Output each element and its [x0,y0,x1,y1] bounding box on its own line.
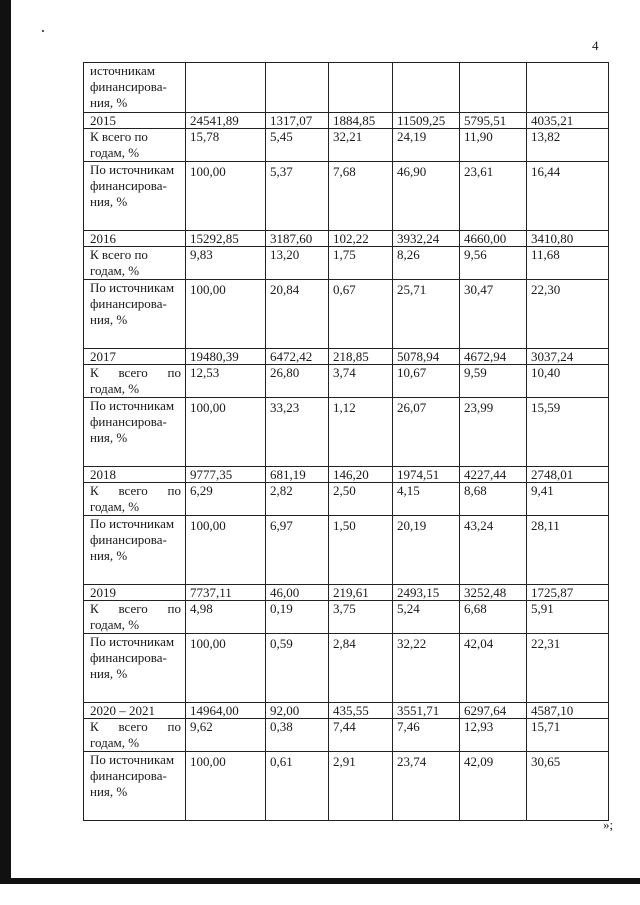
row-label: 2017 [84,349,186,365]
table-cell [527,63,609,113]
table-cell: 3,75 [329,601,393,634]
table-cell: 10,67 [393,365,460,398]
table-cell: 42,09 [460,752,527,821]
table-row [84,752,609,821]
table-cell: 435,55 [329,703,393,719]
table-cell: 1,75 [329,247,393,280]
table-cell: 100,00 [186,516,266,585]
table-row [84,483,609,516]
table-cell: 2493,15 [393,585,460,601]
table-cell: 30,47 [460,280,527,349]
row-label: К всего по годам, % [84,129,186,162]
table-cell: 24541,89 [186,113,266,129]
table-row [84,113,609,129]
table-cell: 15,78 [186,129,266,162]
row-label: По источникам финансирова- ния, % [84,280,186,349]
table-cell: 6,68 [460,601,527,634]
table-cell: 4587,10 [527,703,609,719]
table-cell: 26,07 [393,398,460,467]
row-label: источникам финансирова- ния, % [84,63,186,113]
table-cell: 9,41 [527,483,609,516]
row-label: К всего по годам, % [84,365,186,398]
table-cell: 0,38 [266,719,329,752]
table-cell: 1,50 [329,516,393,585]
table-cell: 219,61 [329,585,393,601]
table-cell: 15,71 [527,719,609,752]
table-cell: 2,91 [329,752,393,821]
table-cell: 3932,24 [393,231,460,247]
table-cell: 11,68 [527,247,609,280]
row-label: По источникам финансирова- ния, % [84,162,186,231]
table-cell: 100,00 [186,280,266,349]
table-cell: 20,84 [266,280,329,349]
table-cell: 1317,07 [266,113,329,129]
table-cell: 32,22 [393,634,460,703]
table-row [84,231,609,247]
table-cell: 4672,94 [460,349,527,365]
row-label: По источникам финансирова- ния, % [84,752,186,821]
table-cell: 10,40 [527,365,609,398]
table-cell: 5078,94 [393,349,460,365]
table-cell: 2,84 [329,634,393,703]
table-cell: 4035,21 [527,113,609,129]
table-cell: 1884,85 [329,113,393,129]
scan-bottom-border [0,878,640,884]
table-cell: 9,56 [460,247,527,280]
table-cell: 6472,42 [266,349,329,365]
table-cell: 43,24 [460,516,527,585]
trailing-quote: »; [603,817,614,832]
row-label: 2018 [84,467,186,483]
table-cell [329,63,393,113]
row-label: К всего по годам, % [84,601,186,634]
row-label: По источникам финансирова- ния, % [84,634,186,703]
table-row [84,516,609,585]
table-cell: 25,71 [393,280,460,349]
table-cell: 218,85 [329,349,393,365]
table-cell: 1725,87 [527,585,609,601]
table-cell: 6,29 [186,483,266,516]
table-cell: 3410,80 [527,231,609,247]
table-cell: 2,50 [329,483,393,516]
table-cell: 100,00 [186,398,266,467]
table-cell: 9,62 [186,719,266,752]
table-cell: 3551,71 [393,703,460,719]
table-cell: 5,91 [527,601,609,634]
table-cell: 14964,00 [186,703,266,719]
table-row [84,280,609,349]
table-cell: 3,74 [329,365,393,398]
table-cell: 13,82 [527,129,609,162]
table-cell: 102,22 [329,231,393,247]
table-cell: 23,99 [460,398,527,467]
table-cell [393,63,460,113]
table-cell [460,63,527,113]
table-cell: 7,44 [329,719,393,752]
table-cell: 30,65 [527,752,609,821]
table-cell: 4660,00 [460,231,527,247]
table-cell: 16,44 [527,162,609,231]
table-cell: 0,59 [266,634,329,703]
table-cell: 100,00 [186,634,266,703]
table-row [84,703,609,719]
table-cell: 24,19 [393,129,460,162]
table-cell: 26,80 [266,365,329,398]
row-label: К всего по годам, % [84,247,186,280]
table-cell: 12,93 [460,719,527,752]
row-label: 2020 – 2021 [84,703,186,719]
row-label: К всего по годам, % [84,719,186,752]
row-label: 2019 [84,585,186,601]
table-cell: 2,82 [266,483,329,516]
table-cell: 3187,60 [266,231,329,247]
table-cell: 33,23 [266,398,329,467]
table-cell: 681,19 [266,467,329,483]
row-label: К всего по годам, % [84,483,186,516]
table-cell: 23,74 [393,752,460,821]
table-row [84,719,609,752]
table-cell [266,63,329,113]
table-cell: 5,24 [393,601,460,634]
table-cell: 13,20 [266,247,329,280]
table-cell: 9,83 [186,247,266,280]
table-cell: 11509,25 [393,113,460,129]
table-cell: 0,67 [329,280,393,349]
row-label: По источникам финансирова- ния, % [84,398,186,467]
table-cell: 15292,85 [186,231,266,247]
table-cell: 4,15 [393,483,460,516]
table-cell: 1,12 [329,398,393,467]
table-cell: 9777,35 [186,467,266,483]
table-cell: 7,68 [329,162,393,231]
table-cell: 46,90 [393,162,460,231]
table-cell: 4227,44 [460,467,527,483]
table-row [84,129,609,162]
table-cell: 22,31 [527,634,609,703]
table-cell: 12,53 [186,365,266,398]
table-cell: 3252,48 [460,585,527,601]
table-cell: 146,20 [329,467,393,483]
table-row [84,247,609,280]
table-row [84,634,609,703]
table-cell: 5,45 [266,129,329,162]
table-row [84,63,609,113]
scan-speck [42,30,44,32]
table-row [84,365,609,398]
scan-left-border [0,0,11,880]
table-cell: 5,37 [266,162,329,231]
table-row [84,585,609,601]
table-cell: 28,11 [527,516,609,585]
table-cell: 5795,51 [460,113,527,129]
table-cell: 100,00 [186,752,266,821]
table-cell [186,63,266,113]
table-row [84,398,609,467]
page-number: 4 [592,38,599,53]
table-cell: 32,21 [329,129,393,162]
table-cell: 11,90 [460,129,527,162]
table-cell: 46,00 [266,585,329,601]
row-label: 2015 [84,113,186,129]
row-label: 2016 [84,231,186,247]
table-cell: 4,98 [186,601,266,634]
table-cell: 6297,64 [460,703,527,719]
table-cell: 23,61 [460,162,527,231]
table-cell: 92,00 [266,703,329,719]
table-row [84,601,609,634]
table-cell: 3037,24 [527,349,609,365]
table-cell: 0,61 [266,752,329,821]
table-cell: 19480,39 [186,349,266,365]
table-cell: 9,59 [460,365,527,398]
table-cell: 0,19 [266,601,329,634]
table-cell: 20,19 [393,516,460,585]
financing-table [83,62,609,821]
table-cell: 6,97 [266,516,329,585]
table-row [84,467,609,483]
table-cell: 7737,11 [186,585,266,601]
table-cell: 8,68 [460,483,527,516]
table-cell: 42,04 [460,634,527,703]
table-cell: 100,00 [186,162,266,231]
row-label: По источникам финансирова- ния, % [84,516,186,585]
table-cell: 7,46 [393,719,460,752]
table-cell: 2748,01 [527,467,609,483]
table-cell: 15,59 [527,398,609,467]
table-row [84,349,609,365]
table-cell: 22,30 [527,280,609,349]
table-row [84,162,609,231]
table-cell: 1974,51 [393,467,460,483]
table-cell: 8,26 [393,247,460,280]
